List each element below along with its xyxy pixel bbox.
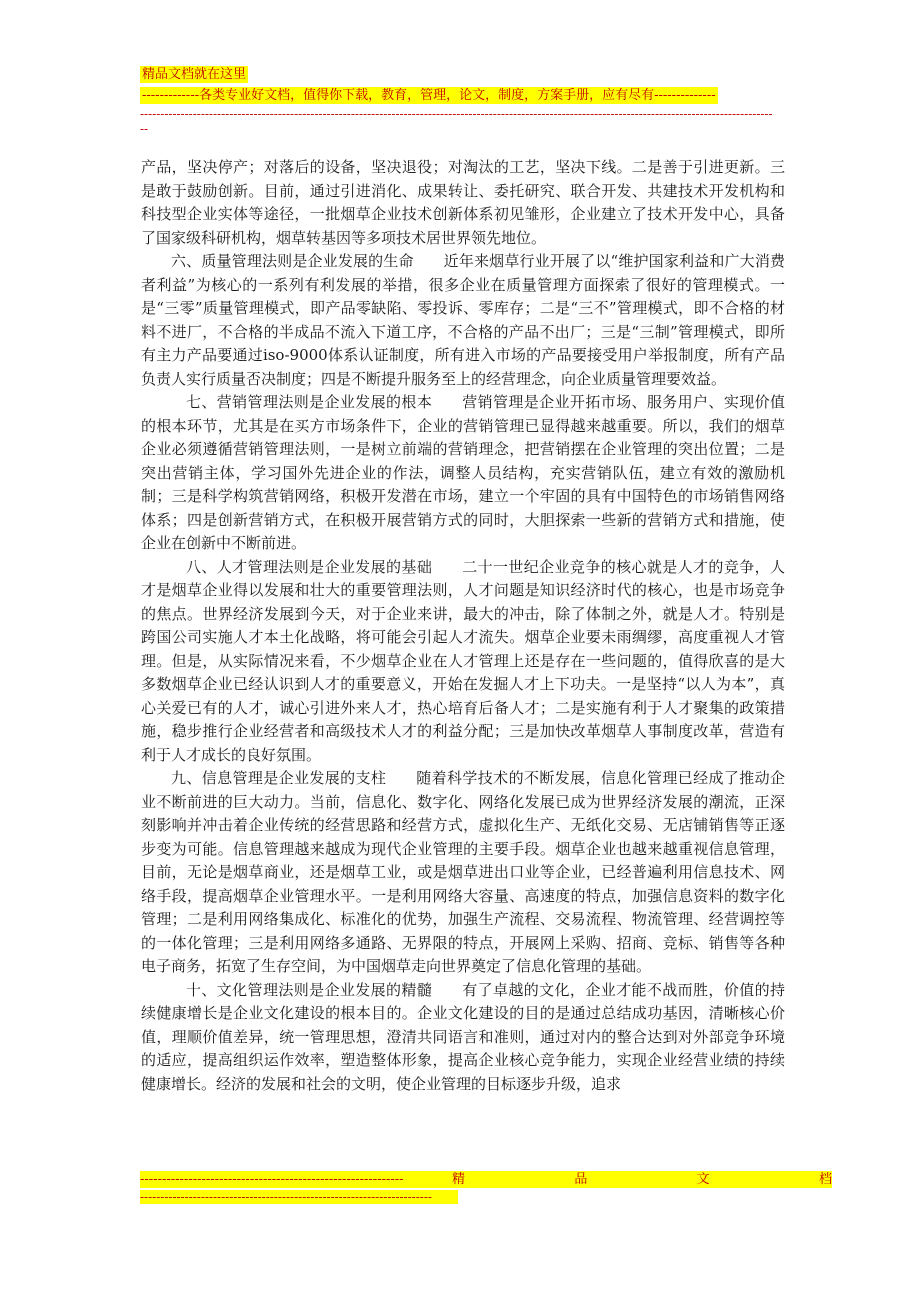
footer-separator: ------------------------------------------------------------ xyxy=(140,1172,404,1187)
header-separator-tail: -- xyxy=(140,122,149,136)
footer-char: 精 xyxy=(452,1172,466,1187)
paragraph-text: 有了卓越的文化，企业才能不战而胜，价值的持续健康增长是企业文化建设的根本目的。企业文化建设的目的是通过总结成功基因，清晰核心价值，理顺价值差异，统一管理思想，澄清共同语言和准则，通过对内的整合达到对外部竞争环境的适应，提高组织运作效率，塑造整体形象，提高企业核心竞争能力，实现企业经营业绩的持续健康增长。经济的发展和社会的文明，使企业管理的目标逐步升级，追求 xyxy=(141,980,785,1093)
paragraph xyxy=(141,979,785,1097)
section-heading: 九、信息管理是企业发展的支柱 xyxy=(171,769,387,787)
footer-char: 文 xyxy=(696,1172,710,1187)
paragraph-text: 随着科学技术的不断发展，信息化管理已经成了推动企业不断前进的巨大动力。当前，信息化、数字化、网络化发展已成为世界经济发展的潮流，正深刻影响并冲击着企业传统的经营思路和经营方式，虚拟化生产、无纸化交易、无店铺销售等正逐步变为可能。信息管理越来越成为现代企业管理的主要手段。烟草企业也越来越重视信息管理，目前，无论是烟草商业，还是烟草工业，或是烟草进出口业等企业，已经普遍利用信息技术、网络手段，提高烟草企业管理水平。一是利用网络大容量、高速度的特点，加强信息资料的数字化管理；二是利用网络集成化、标准化的优势，加强生产流程、交易流程、物流管理、经营调控等的一体化管理；三是利用网络多通路、无界限的特点，开展网上采购、招商、竞标、销售等各种电子商务，拓宽了生存空间，为中国烟草走向世界奠定了信息化管理的基础。 xyxy=(141,769,785,975)
paragraph-text: 近年来烟草行业开展了以“维护国家利益和广大消费者利益”为核心的一系列有利发展的举措，很多企业在质量管理方面探索了很好的管理模式。一是“三零”质量管理模式，即产品零缺陷、零投诉、零库存；二是“三不”管理模式，即不合格的材料不进厂，不合格的半成品不流入下道工序，不合格的产品不出厂；三是“三制”管理模式，即所有主力产品要通过iso-9000体系认证制度，所有进入市场的产品要接受用户举报制度，所有产品负责人实行质量否决制度；四是不断提升服务至上的经营理念，向企业质量管理要效益。 xyxy=(141,252,785,388)
watermark-banner: -------------各类专业好文档，值得你下载，教育，管理，论文，制度，方案手册，应有尽有-------------- xyxy=(142,88,716,103)
paragraph-text: 营销管理是企业开拓市场、服务用户、实现价值的根本环节，尤其是在买方市场条件下，企业的营销管理已显得越来越重要。所以，我们的烟草企业必须遵循营销管理法则，一是树立前端的营销理念，把营销摆在企业管理的突出位置；二是突出营销主体，学习国外先进企业的作法，调整人员结构，充实营销队伍，建立有效的激励机制；三是科学构筑营销网络，积极开发潜在市场，建立一个牢固的具有中国特色的市场销售网络体系；四是创新营销方式，在积极开展营销方式的同时，大胆探索一些新的营销方式和措施，使企业在创新中不断前进。 xyxy=(141,393,785,552)
section-heading: 六、质量管理法则是企业发展的生命 xyxy=(171,252,414,270)
watermark-title: 精品文档就在这里 xyxy=(142,67,247,82)
paragraph xyxy=(141,156,785,250)
section-heading: 七、营销管理法则是企业发展的根本 xyxy=(186,393,433,411)
paragraph xyxy=(141,391,785,556)
paragraph xyxy=(141,250,785,391)
paragraph-text: 二十一世纪企业竞争的核心就是人才的竞争，人才是烟草企业得以发展和壮大的重要管理法则，人才问题是知识经济时代的核心，也是市场竞争的焦点。世界经济发展到今天，对于企业来讲，最大的冲击，除了体制之外，就是人才。特别是跨国公司实施人才本土化战略，将可能会引起人才流失。烟草企业要未雨绸缪，高度重视人才管理。但是，从实际情况来看，不少烟草企业在人才管理上还是存在一些问题的，值得欣喜的是大多数烟草企业已经认识到人才的重要意义，开始在发掘人才上下功夫。一是坚持“以人为本”，真心关爱已有的人才，诚心引进外来人才，热心培育后备人才；二是实施有利于人才聚集的政策措施，稳步推行企业经营者和高级技术人才的利益分配；三是加快改革烟草人事制度改革，营造有利于人才成长的良好氛围。 xyxy=(141,557,785,764)
footer-char: 品 xyxy=(574,1172,588,1187)
paragraph xyxy=(141,556,785,768)
section-heading: 八、人才管理法则是企业发展的基础 xyxy=(186,557,433,576)
section-heading: 十、文化管理法则是企业发展的精髓 xyxy=(186,980,433,999)
paragraph xyxy=(141,767,785,979)
footer-char: 档 xyxy=(818,1172,832,1187)
header-separator: ------------------------------------------------------------------------------------------------------------------------------------------------------------ xyxy=(140,107,773,121)
watermark-footer xyxy=(140,1171,832,1188)
footer-separator-bottom: ------------------------------------------------------------------------ xyxy=(140,1190,458,1204)
footer-label xyxy=(406,1171,832,1188)
document-body xyxy=(141,156,785,1096)
paragraph-text: 产品，坚决停产；对落后的设备，坚决退役；对淘汰的工艺，坚决下线。二是善于引进更新。三是敢于鼓励创新。目前，通过引进消化、成果转让、委托研究、联合开发、共建技术开发机构和科技型企业实体等途径，一批烟草企业技术创新体系初见雏形，企业建立了技术开发中心，具备了国家级科研机构，烟草转基因等多项技术居世界领先地位。 xyxy=(141,158,785,247)
